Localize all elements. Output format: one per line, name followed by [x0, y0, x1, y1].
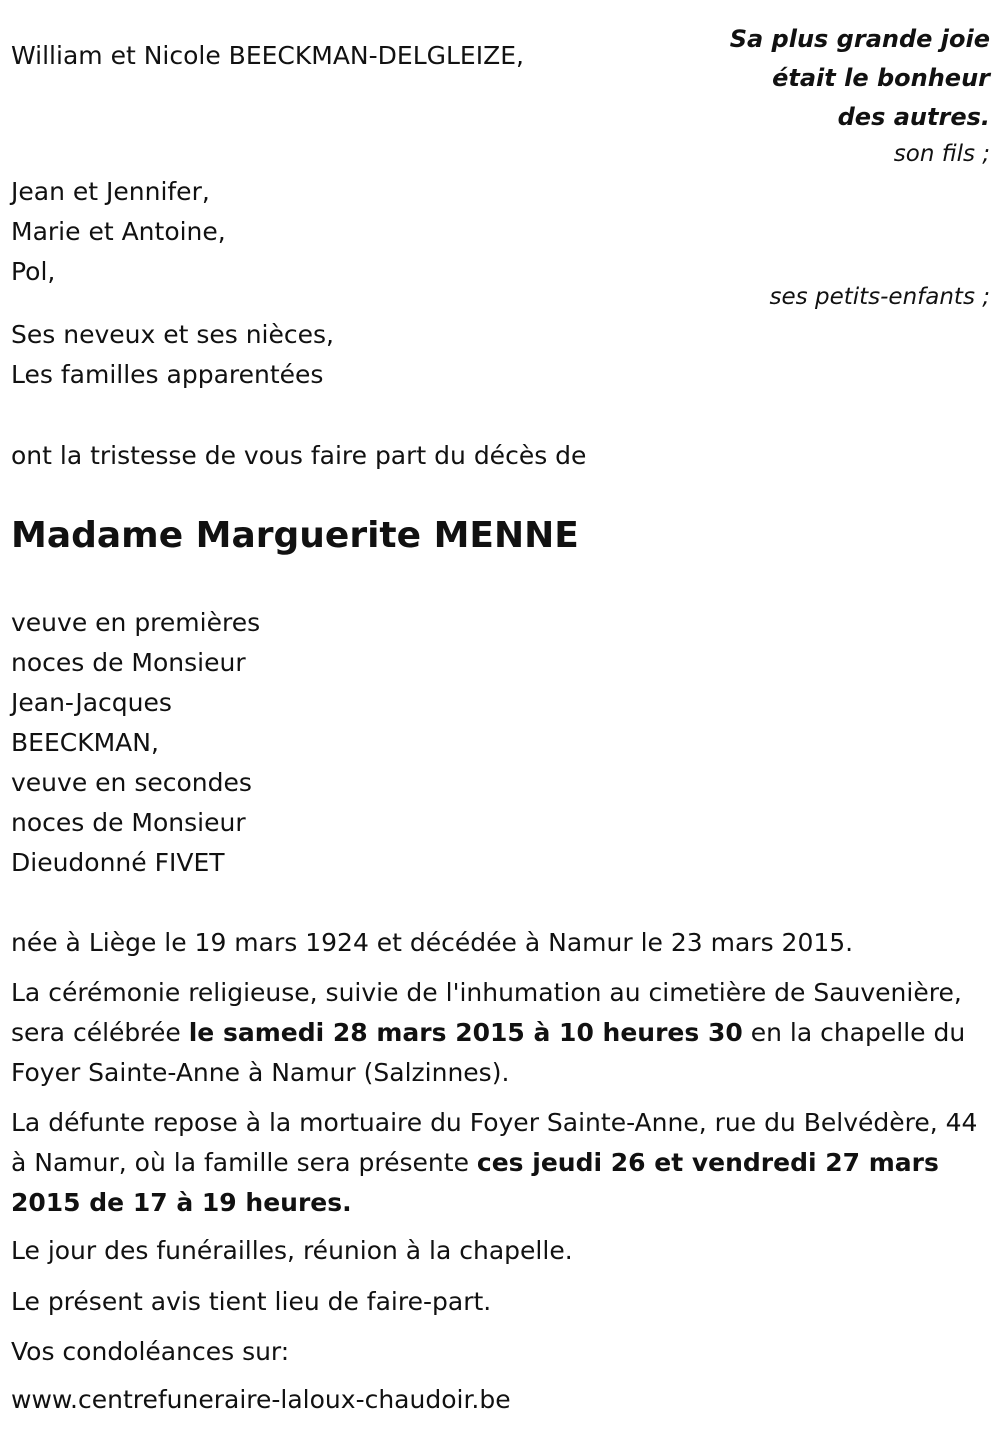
condolences-website-link[interactable]: www.centrefuneraire-laloux-chaudoir.be — [11, 1385, 511, 1414]
ceremony-paragraph — [11, 973, 986, 1093]
relatives-line-1: Ses neveux et ses nièces, — [11, 320, 334, 349]
widow-line: Dieudonné FIVET — [11, 848, 225, 877]
widow-line: BEECKMAN, — [11, 728, 159, 757]
parents-role: son fils ; — [893, 141, 990, 167]
visitation-dates: ces jeudi 26 et vendredi 27 mars 2015 de 17 à 19 heures. — [11, 1148, 939, 1217]
funeral-day-text: Le jour des funérailles, réunion à la chapelle. — [11, 1236, 573, 1265]
grandchild-line-3: Pol, — [11, 257, 56, 286]
deceased-name: Madame Marguerite MENNE — [11, 515, 579, 556]
website-line — [11, 1380, 511, 1420]
visitation-text: La défunte repose à la mortuaire du Foyer Sainte-Anne, rue du Belvédère, 44 à Namur, où la famille sera présente — [11, 1108, 978, 1177]
relatives-line-2: Les familles apparentées — [11, 360, 324, 389]
widow-line: Jean-Jacques — [11, 688, 172, 717]
announcement-text: ont la tristesse de vous faire part du décès de — [11, 441, 587, 470]
ceremony-location: en la chapelle du Foyer Sainte-Anne à Namur (Salzinnes). — [11, 1018, 966, 1087]
visitation-paragraph — [11, 1103, 986, 1223]
notice-text: Le présent avis tient lieu de faire-part. — [11, 1287, 492, 1316]
grandchild-line-1: Jean et Jennifer, — [11, 177, 210, 206]
widow-line: veuve en premières — [11, 608, 261, 637]
condolences-label: Vos condoléances sur: — [11, 1337, 290, 1366]
ceremony-date: le samedi 28 mars 2015 à 10 heures 30 — [188, 1018, 743, 1047]
widow-line: noces de Monsieur — [11, 648, 246, 677]
quote-line-3: des autres. — [837, 103, 990, 131]
birth-death-text: née à Liège le 19 mars 1924 et décédée à Namur le 23 mars 2015. — [11, 928, 854, 957]
widow-line: noces de Monsieur — [11, 808, 246, 837]
grandchildren-role: ses petits-enfants ; — [769, 284, 990, 310]
ceremony-text: La cérémonie religieuse, suivie de l'inhumation au cimetière de Sauvenière, sera célébrée — [11, 978, 962, 1047]
grandchild-line-2: Marie et Antoine, — [11, 217, 226, 246]
quote-line-2: était le bonheur — [772, 64, 990, 92]
widow-line: veuve en secondes — [11, 768, 252, 797]
quote-line-1: Sa plus grande joie — [729, 25, 990, 53]
parents-names: William et Nicole BEECKMAN-DELGLEIZE, — [11, 41, 524, 70]
